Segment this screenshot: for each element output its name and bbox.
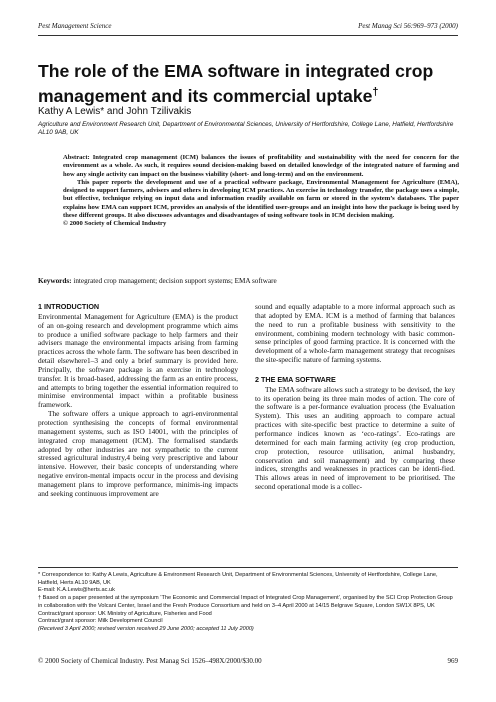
body-paragraph: Environmental Management for Agriculture (EMA) is the product of an on-going research and development programme which aims to produce a unified software package to help farmers and their advisers manage the environmental impacts arising from farming practices across the whole farm. The software has been described in detail elsewhere1–3 and only a brief summary is provided here. Principally, the software package is an exercise in technology transfer. It is broad-based, addressing the farm as an entire process, and attempts to bring together the essential information required to minimise environmental impact within a profitable business framework.: [38, 311, 238, 410]
body-paragraph: sound and equally adaptable to a more informal approach such as that adopted by EMA. ICM is a method of farming that balances the need to run a profitable business with sensitivity to the environment, combining modern technology with basic common-sense principles of good farming practice. It is concerned with the development of a whole-farm management strategy that recognises the site-specific nature of farming systems.: [255, 302, 455, 365]
footnote: (Received 3 April 2000; revised version received 29 June 2000; accepted 11 July 2000): [38, 625, 254, 632]
footnote-rule: [38, 567, 458, 568]
section-heading: 1 INTRODUCTION: [38, 302, 100, 311]
abstract-copyright: © 2000 Society of Chemical Industry: [63, 220, 167, 227]
authors: Kathy A Lewis* and John Tzilivakis: [38, 106, 192, 117]
page-number: 969: [447, 657, 458, 665]
footnote: Contract/grant sponsor: Milk Development Council: [38, 618, 163, 625]
header-rule: [38, 35, 458, 36]
keywords-label: Keywords:: [38, 277, 72, 285]
keywords-text: integrated crop management; decision support systems; EMA software: [73, 277, 277, 285]
section-heading: 2 THE EMA SOFTWARE: [255, 374, 336, 384]
abstract-paragraph: Abstract: Integrated crop management (ICM) balances the issues of profitability and sustainability with the need for concern for the environment as a whole. As such, it requires sound decision-making based on detailed knowledge of the integrated nature of farming and how any single activity can impact on the business viability (short- and long-term) and on the environment.: [63, 154, 459, 178]
footer-copyright: © 2000 Society of Chemical Industry. Pest Manag Sci 1526–498X/2000/$30.00: [38, 657, 262, 665]
abstract: [63, 154, 459, 228]
article-title: The role of the EMA software in integrated crop management and its commercial uptake†: [38, 61, 434, 106]
keywords: [38, 277, 277, 285]
footnote: E-mail: K.A.Lewis@herts.ac.uk: [38, 587, 115, 594]
journal-name: Pest Management Science: [38, 22, 112, 30]
footnote: † Based on a paper presented at the symposium ‘The Economic and Commercial Impact of Integrated Crop Management’, organised by the SCI Crop Protection Group in collaboration with the Volcani Center, Israel and the Fresh Produce Consortium and held on 3–4 April 2000 at 14/15 Belgrave Square, London SW1X 8PS, UK: [38, 595, 453, 609]
title-footnote-mark: †: [372, 86, 379, 98]
body-paragraph: The software offers a unique approach to agri-environmental protection synthesising the concepts of formal environmental management systems, such as ISO 14001, with the principles of integrated crop management (ICM). The formalised standards adopted by other industries are not sympathetic to the current stressed agricultural industry,4 being very prescriptive and labour intensive. However, their basic concepts of understanding where negative environ-mental impacts occur in the process and devising management plans to improve performance, minimis-ing impacts and seeking continuous improvement are: [38, 409, 238, 498]
citation: Pest Manag Sci 56:969–973 (2000): [358, 22, 458, 30]
footnote: * Correspondence to: Kathy A Lewis, Agriculture & Environment Research Unit, Department of Environmental Sciences, University of Hertfordshire, College Lane, Hatfield, Herts AL10 9AB, UK: [38, 572, 438, 586]
left-column: [38, 303, 238, 499]
page-footer: [38, 657, 458, 665]
footnotes: [38, 572, 458, 634]
body-paragraph: The EMA software allows such a strategy to be devised, the key to its operation being its three main modes of action. The core of the software is a per-formance evaluation process (the Evaluation System). This uses an auditing approach to compare actual practices with site-specific best practice to determine a suite of performance indices known as ‘eco-ratings’. Eco-ratings are determined for each main farming activity (eg crop production, crop protection, resource utilisation, animal husbandry, conservation and soil management) and by comparing these indices, strengths and weaknesses in practices can be identi-fied. This allows areas in need of improvement to be prioritised. The second operational mode is a collec-: [255, 384, 455, 492]
right-column: [255, 303, 455, 492]
footnote: Contract/grant sponsor: UK Ministry of Agriculture, Fisheries and Food: [38, 610, 212, 617]
running-header: [38, 22, 458, 32]
abstract-paragraph: This paper reports the development and use of a practical software package, Environmental Management for Agriculture (EMA), designed to support farmers, advisers and others in developing ICM practices. An exercise in technology transfer, the package uses a simple, but effective, technique relying on input data and information readily available on farm or stored in the system’s databases. The paper explains how EMA can support ICM, provides an analysis of the identified user-groups and an insight into how the package is being used by these different groups. It also discusses advantages and disadvantages of using software tools in ICM decision making.: [63, 178, 459, 219]
affiliation: Agriculture and Environment Research Unit, Department of Environmental Sciences, University of Hertfordshire, College Lane, Hatfield, Hertfordshire AL10 9AB, UK: [38, 121, 454, 137]
